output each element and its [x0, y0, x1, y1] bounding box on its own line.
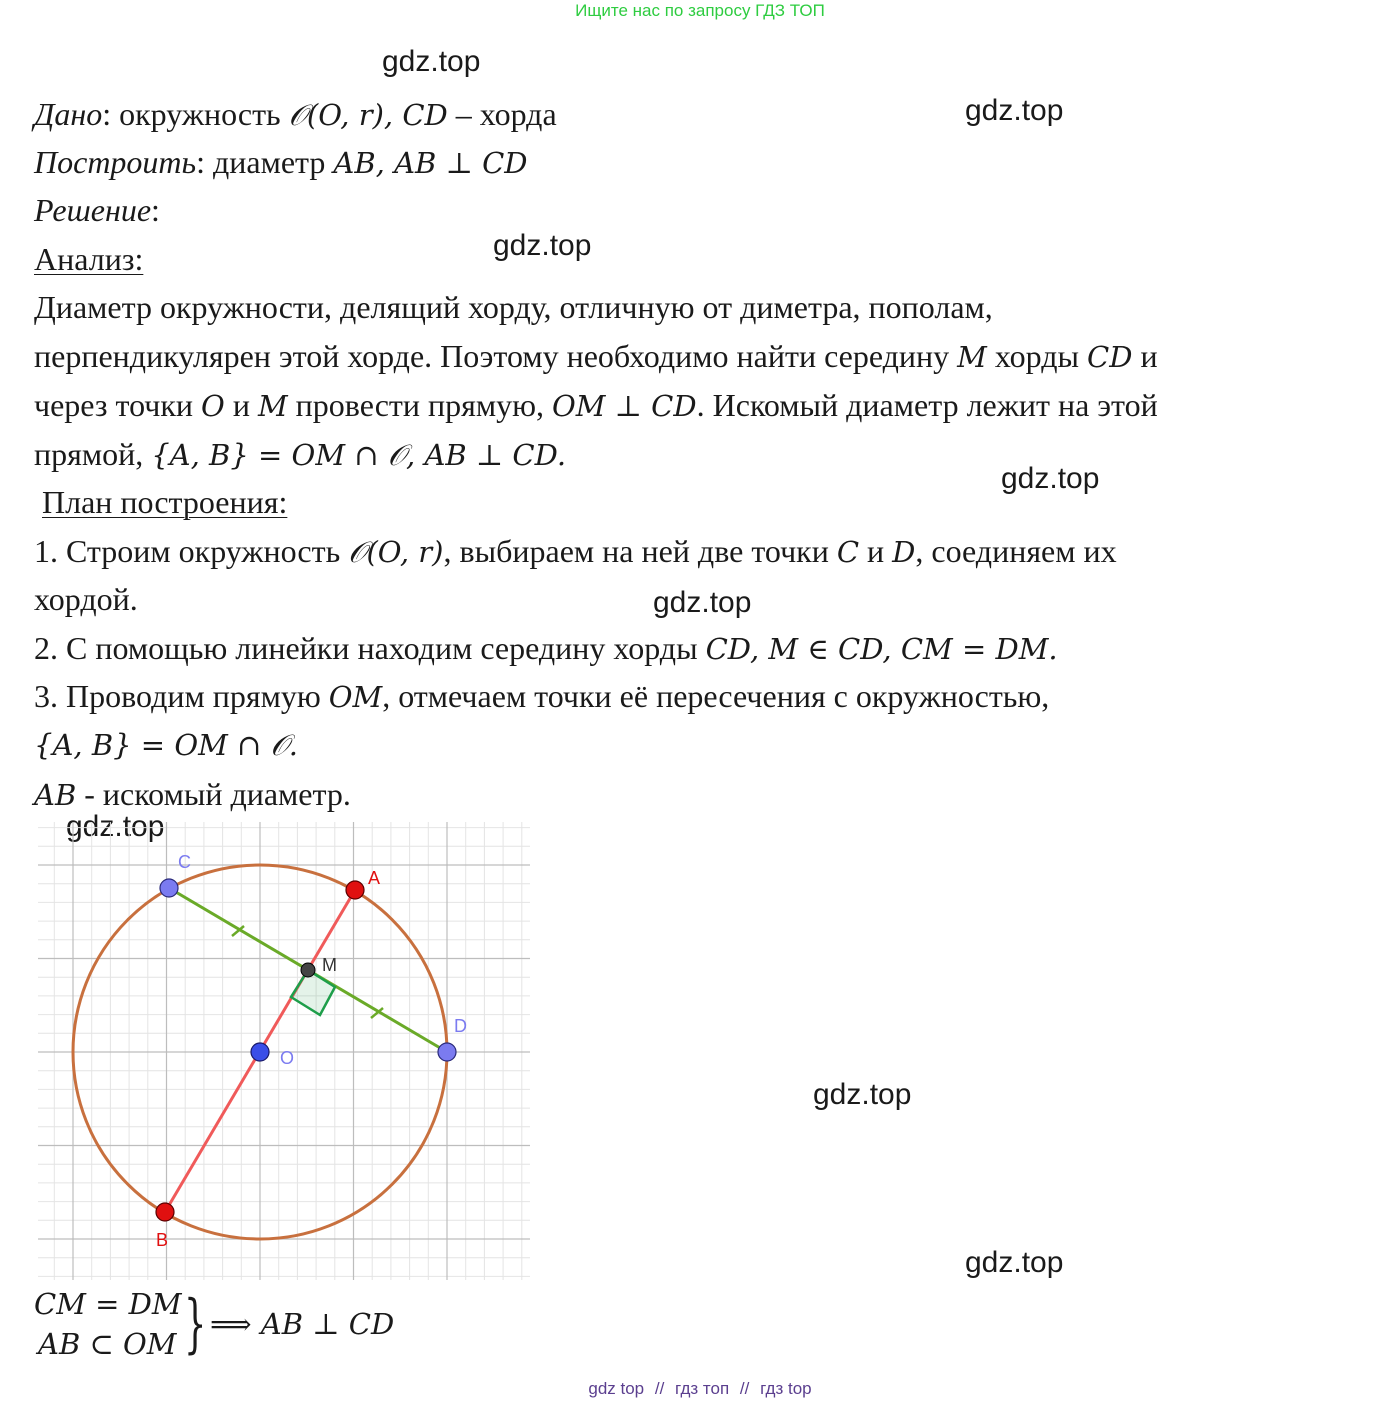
label-b: B — [156, 1230, 169, 1250]
result-line — [34, 774, 351, 815]
point-d[interactable] — [438, 1043, 456, 1061]
plan-step-1 — [34, 531, 1117, 572]
point-m-ref: M — [957, 340, 987, 374]
construct-label: Построить — [34, 144, 197, 180]
step1f: , соединяем их — [915, 533, 1117, 569]
analysis-heading: Анализ: — [34, 241, 144, 277]
geometry-figure — [38, 822, 530, 1280]
label-a: A — [368, 868, 381, 888]
given-label: Дано — [34, 96, 103, 132]
point-b[interactable] — [156, 1203, 174, 1221]
point-m[interactable] — [301, 963, 315, 977]
watermark: gdz.top — [382, 45, 481, 78]
om-perp-cd: OM ⊥ CD — [552, 389, 697, 423]
watermark: gdz.top — [1001, 462, 1100, 495]
chord-cd-ref: CD — [1087, 340, 1133, 374]
step3b: , отмечаем точки её пересечения с окружностью, — [382, 678, 1050, 714]
analysis-line4-expr: {A, B} = OM ∩ 𝒪, AB ⊥ CD. — [151, 438, 567, 472]
conclusion-line-2: AB ⊂ OM — [38, 1327, 177, 1361]
label-o: O — [280, 1048, 295, 1068]
analysis-line-2 — [34, 336, 1158, 377]
conclusion — [34, 1286, 454, 1370]
analysis-line3b: и — [232, 387, 250, 423]
brace-icon: } — [184, 1287, 207, 1361]
analysis-line3d: . Искомый диаметр лежит на этой — [696, 387, 1158, 423]
footer-separator: // — [654, 1379, 665, 1398]
point-c[interactable] — [160, 879, 178, 897]
result-expr: AB — [34, 778, 77, 812]
footer-link-gdz-top-mixed[interactable]: гдз top — [760, 1379, 812, 1398]
footer-links — [0, 1378, 1400, 1400]
construct-line: Построить: диаметр AB, AB ⊥ CD — [34, 144, 528, 180]
analysis-line-3 — [34, 385, 1158, 426]
step1d: и — [867, 533, 885, 569]
point-c-ref: C — [836, 535, 860, 569]
step3-expr: OM — [328, 680, 383, 714]
construct-text: диаметр — [212, 144, 326, 180]
analysis-line3a: через точки — [34, 387, 194, 423]
point-m-ref: M — [257, 389, 288, 423]
solution-label: Решение — [34, 192, 152, 228]
given-tail: – хорда — [455, 96, 557, 132]
construct-expr: AB, AB ⊥ CD — [333, 146, 528, 180]
step1b: , выбираем на ней две точки — [443, 533, 829, 569]
step3a: 3. Проводим прямую — [34, 678, 321, 714]
analysis-line-4 — [34, 434, 566, 475]
analysis-line2b: хорды — [994, 338, 1080, 374]
analysis-line4a: прямой, — [34, 436, 144, 472]
plan-heading: План построения: — [42, 484, 288, 520]
point-o-ref: O — [201, 389, 225, 423]
watermark: gdz.top — [965, 1246, 1064, 1279]
point-o[interactable] — [251, 1043, 269, 1061]
label-c: C — [178, 852, 191, 872]
label-d: D — [454, 1016, 467, 1036]
analysis-line2c: и — [1140, 338, 1158, 374]
watermark: gdz.top — [965, 94, 1064, 127]
footer-link-gdz-top-ru[interactable]: гдз топ — [675, 1379, 730, 1398]
label-m: M — [322, 955, 337, 975]
given-circle: 𝒪(O, r), CD — [288, 98, 448, 132]
analysis-line2a: перпендикулярен этой хорде. Поэтому необходимо найти середину — [34, 338, 950, 374]
footer-separator: // — [739, 1379, 750, 1398]
plan-step-1-cont: хордой. — [34, 581, 138, 617]
watermark: gdz.top — [653, 586, 752, 619]
solution-line: Решение: — [34, 192, 160, 228]
step1a: 1. Строим окружность — [34, 533, 341, 569]
point-a[interactable] — [346, 881, 364, 899]
conclusion-result: ⟹ AB ⊥ CD — [210, 1307, 395, 1341]
given-text: окружность — [119, 96, 281, 132]
watermark: gdz.top — [493, 229, 592, 262]
plan-step-2 — [34, 628, 1058, 669]
step2a: 2. С помощью линейки находим середину хорды — [34, 630, 698, 666]
step1-expr: 𝒪(O, r) — [348, 535, 444, 569]
plan-step-3 — [34, 676, 1049, 717]
watermark: gdz.top — [66, 810, 165, 843]
analysis-line-1: Диаметр окружности, делящий хорду, отличную от диметра, пополам, — [34, 289, 993, 325]
result-text: - искомый диаметр. — [84, 776, 351, 812]
plan-step-3-cont: {A, B} = OM ∩ 𝒪. — [34, 728, 299, 762]
watermark: gdz.top — [813, 1078, 912, 1111]
point-d-ref: D — [892, 535, 916, 569]
given-line: Дано: окружность 𝒪(O, r), CD – хорда — [34, 96, 557, 132]
step2-expr: CD, M ∈ CD, CM = DM. — [705, 632, 1058, 666]
conclusion-line-1: CM = DM — [34, 1287, 182, 1321]
analysis-line3c: провести прямую, — [295, 387, 544, 423]
top-banner[interactable]: Ищите нас по запросу ГДЗ ТОП — [575, 1, 825, 20]
footer-link-gdz-top[interactable]: gdz top — [588, 1379, 645, 1398]
